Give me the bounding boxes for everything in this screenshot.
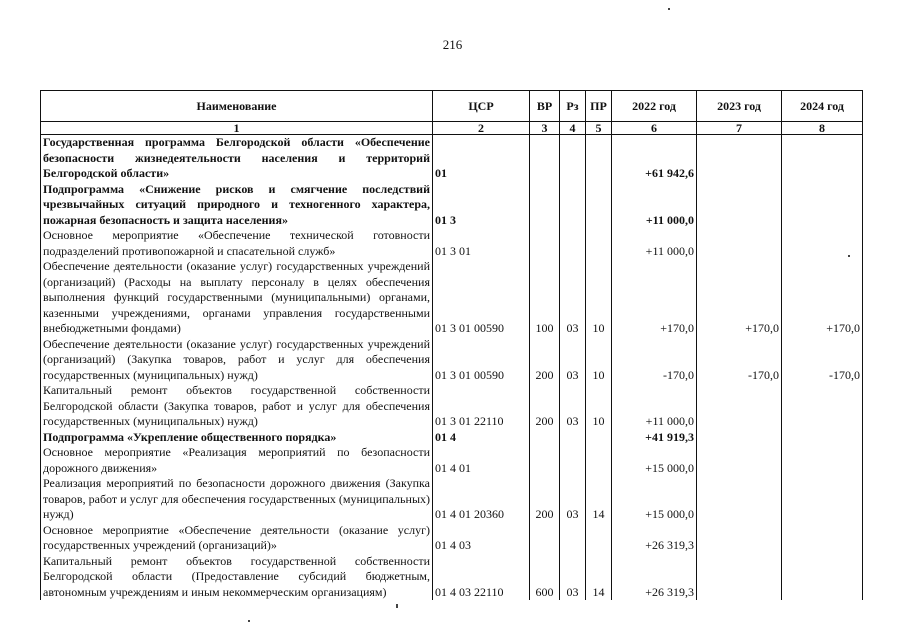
table-row: [41, 337, 863, 384]
csr-code: 01 3 01 22110: [433, 383, 530, 430]
amount-2022: +26 319,3: [612, 523, 697, 554]
column-number: 8: [782, 122, 863, 135]
amount-2024: [782, 135, 863, 182]
item-name: Реализация мероприятий по безопасности дорожного движения (Закупка товаров, работ и услуг для обеспечения государственных (муниципальных) нужд): [41, 476, 433, 523]
scan-speck: [848, 255, 850, 257]
scan-speck: [396, 604, 398, 608]
amount-2022: +11 000,0: [612, 182, 697, 229]
item-name: Основное мероприятие «Обеспечение деятельности (оказание услуг) государственных учреждений (организаций)»: [41, 523, 433, 554]
amount-2023: [697, 383, 782, 430]
header-2022: 2022 год: [612, 91, 697, 122]
pr-code: 10: [586, 337, 612, 384]
amount-2022: +15 000,0: [612, 476, 697, 523]
header-rz: Рз: [560, 91, 586, 122]
amount-2022: +15 000,0: [612, 445, 697, 476]
rz-code: [560, 430, 586, 446]
header-pr: ПР: [586, 91, 612, 122]
amount-2024: -170,0: [782, 337, 863, 384]
column-number: 4: [560, 122, 586, 135]
csr-code: 01 4 03: [433, 523, 530, 554]
item-name: Капитальный ремонт объектов государственной собственности Белгородской области (Предоставление субсидий бюджетным, автономным учреждениям и иным некоммерческим организациям): [41, 554, 433, 601]
vr-code: 200: [530, 337, 560, 384]
amount-2023: +170,0: [697, 259, 782, 337]
vr-code: [530, 523, 560, 554]
csr-code: 01 3 01: [433, 228, 530, 259]
pr-code: [586, 228, 612, 259]
vr-code: 100: [530, 259, 560, 337]
table-body: [41, 135, 863, 601]
item-name: Подпрограмма «Укрепление общественного порядка»: [41, 430, 433, 446]
table-row: [41, 259, 863, 337]
rz-code: [560, 523, 586, 554]
amount-2022: +26 319,3: [612, 554, 697, 601]
column-number: 5: [586, 122, 612, 135]
csr-code: 01 4 01 20360: [433, 476, 530, 523]
amount-2022: +41 919,3: [612, 430, 697, 446]
amount-2024: [782, 430, 863, 446]
csr-code: 01 3 01 00590: [433, 259, 530, 337]
table-row: [41, 430, 863, 446]
item-name: Подпрограмма «Снижение рисков и смягчение последствий чрезвычайных ситуаций природного и техногенного характера, пожарная безопасность и защита населения»: [41, 182, 433, 229]
header-name: Наименование: [41, 91, 433, 122]
header-2024: 2024 год: [782, 91, 863, 122]
csr-code: 01 4 03 22110: [433, 554, 530, 601]
amount-2022: +61 942,6: [612, 135, 697, 182]
csr-code: 01 3 01 00590: [433, 337, 530, 384]
column-number: 1: [41, 122, 433, 135]
pr-code: 14: [586, 554, 612, 601]
column-number: 2: [433, 122, 530, 135]
pr-code: 14: [586, 476, 612, 523]
amount-2024: [782, 383, 863, 430]
rz-code: 03: [560, 383, 586, 430]
pr-code: 10: [586, 383, 612, 430]
table-row: [41, 383, 863, 430]
table-row: [41, 228, 863, 259]
item-name: Обеспечение деятельности (оказание услуг) государственных учреждений (организаций) (Закупка товаров, работ и услуг для обеспечения государственных (муниципальных) нужд): [41, 337, 433, 384]
vr-code: [530, 135, 560, 182]
amount-2023: [697, 228, 782, 259]
rz-code: 03: [560, 259, 586, 337]
amount-2023: [697, 182, 782, 229]
item-name: Обеспечение деятельности (оказание услуг) государственных учреждений (организаций) (Расходы на выплату персоналу в целях обеспечения выполнения функций государственными (муниципальными) органами, казенными учреждениями, органами управления государственными внебюджетными фондами): [41, 259, 433, 337]
column-number: 7: [697, 122, 782, 135]
amount-2023: [697, 430, 782, 446]
scan-speck: [668, 8, 670, 10]
column-number: 6: [612, 122, 697, 135]
csr-code: 01: [433, 135, 530, 182]
amount-2022: +11 000,0: [612, 228, 697, 259]
header-vr: ВР: [530, 91, 560, 122]
pr-code: [586, 430, 612, 446]
budget-table: [40, 90, 863, 600]
header-csr: ЦСР: [433, 91, 530, 122]
vr-code: [530, 182, 560, 229]
vr-code: [530, 228, 560, 259]
amount-2024: [782, 523, 863, 554]
amount-2023: [697, 135, 782, 182]
vr-code: 600: [530, 554, 560, 601]
column-number-row: [41, 122, 863, 135]
item-name: Основное мероприятие «Обеспечение технической готовности подразделений противопожарной и спасательной служб»: [41, 228, 433, 259]
rz-code: [560, 135, 586, 182]
column-number: 3: [530, 122, 560, 135]
pr-code: [586, 445, 612, 476]
csr-code: 01 3: [433, 182, 530, 229]
rz-code: 03: [560, 476, 586, 523]
item-name: Капитальный ремонт объектов государственной собственности Белгородской области (Закупка товаров, работ и услуг для обеспечения государственных (муниципальных) нужд): [41, 383, 433, 430]
vr-code: 200: [530, 383, 560, 430]
item-name: Основное мероприятие «Реализация мероприятий по безопасности дорожного движения»: [41, 445, 433, 476]
item-name: Государственная программа Белгородской области «Обеспечение безопасности жизнедеятельности населения и территорий Белгородской области»: [41, 135, 433, 182]
amount-2024: [782, 445, 863, 476]
scan-speck: [248, 620, 250, 622]
amount-2022: +170,0: [612, 259, 697, 337]
amount-2024: [782, 182, 863, 229]
table-row: [41, 135, 863, 182]
pr-code: 10: [586, 259, 612, 337]
pr-code: [586, 523, 612, 554]
header-2023: 2023 год: [697, 91, 782, 122]
rz-code: 03: [560, 337, 586, 384]
table-row: [41, 554, 863, 601]
rz-code: 03: [560, 554, 586, 601]
table-row: [41, 523, 863, 554]
page-number: 216: [442, 37, 463, 52]
amount-2022: +11 000,0: [612, 383, 697, 430]
csr-code: 01 4: [433, 430, 530, 446]
vr-code: [530, 445, 560, 476]
header-row: [41, 91, 863, 122]
pr-code: [586, 135, 612, 182]
amount-2022: -170,0: [612, 337, 697, 384]
table-row: [41, 445, 863, 476]
amount-2024: +170,0: [782, 259, 863, 337]
csr-code: 01 4 01: [433, 445, 530, 476]
rz-code: [560, 182, 586, 229]
amount-2023: -170,0: [697, 337, 782, 384]
vr-code: [530, 430, 560, 446]
amount-2023: [697, 476, 782, 523]
amount-2024: [782, 554, 863, 601]
rz-code: [560, 445, 586, 476]
amount-2024: [782, 228, 863, 259]
amount-2024: [782, 476, 863, 523]
amount-2023: [697, 523, 782, 554]
table-row: [41, 476, 863, 523]
amount-2023: [697, 554, 782, 601]
table-row: [41, 182, 863, 229]
pr-code: [586, 182, 612, 229]
amount-2023: [697, 445, 782, 476]
vr-code: 200: [530, 476, 560, 523]
rz-code: [560, 228, 586, 259]
